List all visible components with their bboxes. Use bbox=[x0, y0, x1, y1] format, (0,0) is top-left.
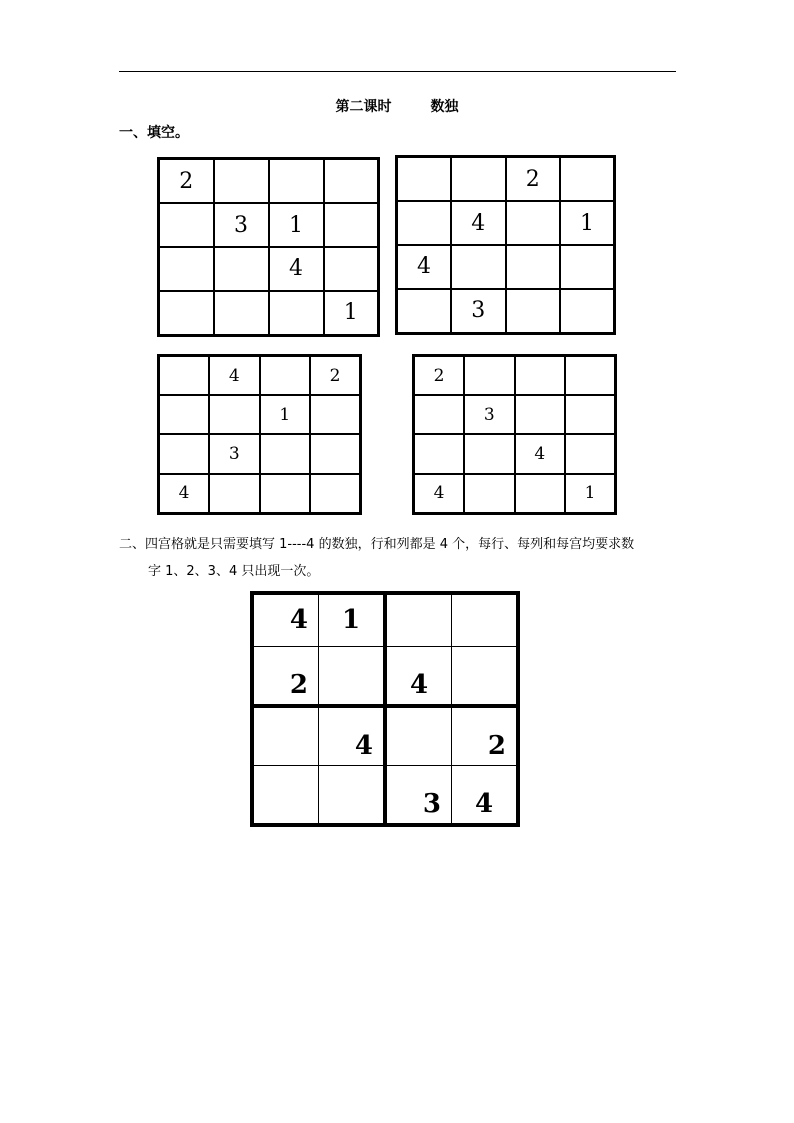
sudoku-grid-2 bbox=[395, 155, 616, 335]
cell[interactable] bbox=[159, 203, 214, 247]
cell[interactable] bbox=[451, 157, 506, 202]
cell[interactable] bbox=[252, 765, 319, 825]
cell[interactable]: 1 bbox=[260, 395, 311, 434]
cell[interactable] bbox=[506, 245, 561, 289]
cell[interactable]: 4 bbox=[452, 765, 519, 825]
cell[interactable] bbox=[324, 247, 379, 291]
cell[interactable]: 4 bbox=[269, 247, 324, 291]
cell[interactable]: 2 bbox=[159, 159, 214, 204]
cell[interactable] bbox=[324, 159, 379, 204]
page-title: 第二课时 数独 bbox=[335, 99, 459, 115]
section-1-heading: 一、填空。 bbox=[119, 125, 189, 141]
cell[interactable] bbox=[159, 434, 210, 473]
sudoku-big-grid bbox=[250, 591, 520, 827]
cell[interactable] bbox=[397, 201, 452, 245]
cell[interactable] bbox=[159, 247, 214, 291]
sudoku-grid-1 bbox=[157, 157, 380, 337]
cell[interactable] bbox=[464, 356, 515, 396]
cell[interactable]: 3 bbox=[214, 203, 269, 247]
cell[interactable] bbox=[414, 434, 465, 473]
cell[interactable]: 1 bbox=[565, 474, 616, 514]
cell[interactable]: 3 bbox=[385, 765, 452, 825]
cell[interactable] bbox=[397, 157, 452, 202]
cell[interactable]: 3 bbox=[209, 434, 260, 473]
cell[interactable]: 4 bbox=[414, 474, 465, 514]
cell[interactable]: 1 bbox=[319, 593, 386, 646]
cell[interactable] bbox=[565, 395, 616, 434]
section-2-instructions bbox=[119, 531, 689, 585]
cell[interactable] bbox=[310, 434, 361, 473]
cell[interactable]: 3 bbox=[464, 395, 515, 434]
cell[interactable]: 2 bbox=[310, 356, 361, 396]
cell[interactable] bbox=[414, 395, 465, 434]
cell[interactable]: 2 bbox=[414, 356, 465, 396]
cell[interactable]: 2 bbox=[506, 157, 561, 202]
cell[interactable] bbox=[310, 395, 361, 434]
section-2-line-2: 字 1、2、3、4 只出现一次。 bbox=[148, 564, 320, 579]
cell[interactable] bbox=[214, 291, 269, 336]
cell[interactable]: 1 bbox=[324, 291, 379, 336]
cell[interactable]: 1 bbox=[269, 203, 324, 247]
cell[interactable] bbox=[159, 356, 210, 396]
cell[interactable]: 2 bbox=[452, 706, 519, 766]
cell[interactable] bbox=[515, 395, 566, 434]
cell[interactable]: 1 bbox=[560, 201, 615, 245]
sudoku-grid-3 bbox=[157, 354, 362, 515]
cell[interactable] bbox=[159, 395, 210, 434]
cell[interactable] bbox=[260, 434, 311, 473]
cell[interactable]: 4 bbox=[515, 434, 566, 473]
cell[interactable] bbox=[269, 291, 324, 336]
cell[interactable] bbox=[560, 157, 615, 202]
cell[interactable]: 4 bbox=[397, 245, 452, 289]
cell[interactable] bbox=[451, 245, 506, 289]
top-rule bbox=[119, 71, 676, 72]
cell[interactable] bbox=[319, 646, 386, 706]
cell[interactable] bbox=[452, 646, 519, 706]
cell[interactable] bbox=[260, 474, 311, 514]
cell[interactable] bbox=[324, 203, 379, 247]
cell[interactable] bbox=[565, 356, 616, 396]
cell[interactable]: 2 bbox=[252, 646, 319, 706]
cell[interactable] bbox=[209, 474, 260, 514]
cell[interactable] bbox=[515, 474, 566, 514]
cell[interactable] bbox=[560, 245, 615, 289]
cell[interactable] bbox=[560, 289, 615, 334]
cell[interactable] bbox=[385, 706, 452, 766]
cell[interactable]: 4 bbox=[252, 593, 319, 646]
cell[interactable] bbox=[159, 291, 214, 336]
cell[interactable] bbox=[319, 765, 386, 825]
cell[interactable]: 4 bbox=[385, 646, 452, 706]
cell[interactable]: 3 bbox=[451, 289, 506, 334]
sudoku-grid-4 bbox=[412, 354, 617, 515]
cell[interactable] bbox=[214, 247, 269, 291]
cell[interactable] bbox=[385, 593, 452, 646]
cell[interactable]: 4 bbox=[319, 706, 386, 766]
cell[interactable] bbox=[260, 356, 311, 396]
cell[interactable] bbox=[269, 159, 324, 204]
section-2-line-1: 二、四宫格就是只需要填写 1----4 的数独，行和列都是 4 个，每行、每列和每宫均要求数 bbox=[119, 537, 635, 552]
cell[interactable] bbox=[515, 356, 566, 396]
cell[interactable] bbox=[452, 593, 519, 646]
cell[interactable]: 4 bbox=[209, 356, 260, 396]
cell[interactable] bbox=[214, 159, 269, 204]
cell[interactable] bbox=[397, 289, 452, 334]
cell[interactable] bbox=[310, 474, 361, 514]
cell[interactable] bbox=[252, 706, 319, 766]
cell[interactable]: 4 bbox=[159, 474, 210, 514]
cell[interactable] bbox=[464, 434, 515, 473]
cell[interactable] bbox=[209, 395, 260, 434]
cell[interactable] bbox=[506, 289, 561, 334]
cell[interactable] bbox=[506, 201, 561, 245]
cell[interactable] bbox=[464, 474, 515, 514]
cell[interactable]: 4 bbox=[451, 201, 506, 245]
cell[interactable] bbox=[565, 434, 616, 473]
